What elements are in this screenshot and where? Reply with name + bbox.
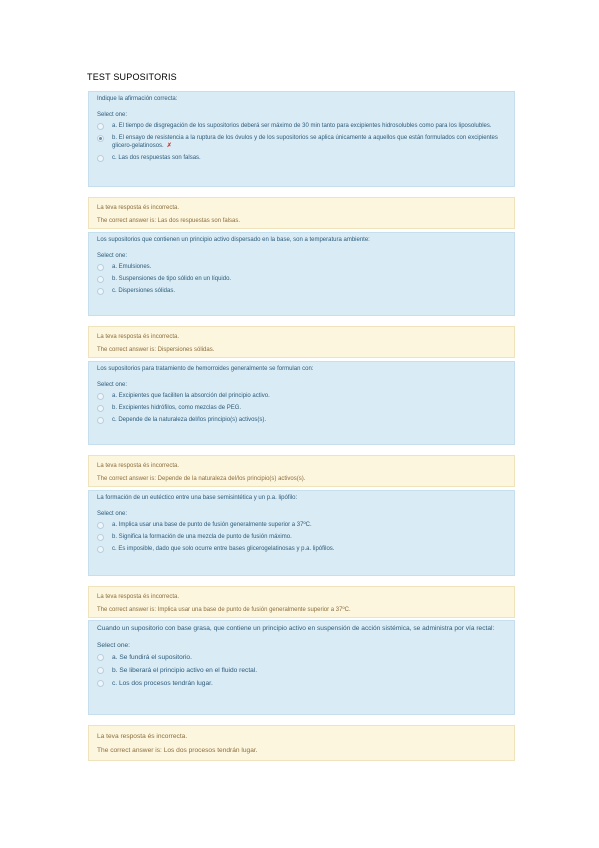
option-text: b. Se liberará el principio activo en el fluido rectal. — [112, 667, 258, 674]
answer-option-c[interactable] — [97, 545, 506, 553]
option-text: a. Emulsiones. — [112, 264, 152, 270]
option-text: c. Depende de la naturaleza del/los principio(s) activos(s). — [112, 417, 267, 423]
feedback-text: La teva resposta és incorrecta. — [97, 463, 180, 469]
question-4 — [88, 490, 515, 576]
option-text: a. Implica usar una base de punto de fusión generalmente superior a 37ºC. — [112, 522, 312, 528]
radio-button[interactable] — [97, 417, 104, 424]
feedback-box-4 — [88, 586, 515, 618]
select-one-label: Select one: — [97, 642, 130, 649]
radio-button[interactable] — [97, 276, 104, 283]
question-1 — [88, 91, 515, 187]
question-5 — [88, 620, 515, 715]
question-prompt: Los supositorios para tratamiento de hemorroides generalmente se formulan con: — [97, 366, 314, 372]
answer-option-b[interactable] — [97, 533, 506, 541]
answer-option-b[interactable] — [97, 404, 506, 412]
radio-button[interactable] — [97, 654, 104, 661]
feedback-box-2 — [88, 326, 515, 358]
radio-button[interactable] — [97, 264, 104, 271]
option-text: b. El ensayo de resistencia a la ruptura de los óvulos y de los supositorios se aplica únicamente a aquellos que están formulados con excipientes glicero-gelatinosos. — [112, 135, 498, 149]
question-prompt: Los supositorios que contienen un principio activo dispersado en la base, son a temperatura ambiente: — [97, 237, 370, 243]
radio-button[interactable] — [97, 288, 104, 295]
correct-answer-text: The correct answer is: Las dos respuestas son falsas. — [97, 218, 241, 224]
correct-answer-text: The correct answer is: Dispersiones sólidas. — [97, 347, 215, 353]
feedback-text: La teva resposta és incorrecta. — [97, 334, 180, 340]
incorrect-icon: ✗ — [166, 143, 172, 149]
radio-button[interactable] — [97, 155, 104, 162]
option-text: b. Suspensiones de tipo sólido en un líquido. — [112, 276, 232, 282]
answer-option-a[interactable] — [97, 122, 506, 130]
radio-button[interactable] — [97, 522, 104, 529]
answer-option-c[interactable] — [97, 287, 506, 295]
correct-answer-text: The correct answer is: Implica usar una base de punto de fusión generalmente superior a 37ºC. — [97, 607, 351, 613]
option-text: c. Los dos procesos tendrán lugar. — [112, 680, 213, 687]
option-text: a. Excipientes que faciliten la absorción del principio activo. — [112, 393, 270, 399]
feedback-text: La teva resposta és incorrecta. — [97, 205, 180, 211]
answer-option-b[interactable] — [97, 134, 506, 150]
select-one-label: Select one: — [97, 112, 128, 118]
radio-button[interactable] — [97, 680, 104, 687]
feedback-box-3 — [88, 455, 515, 487]
option-text: b. Excipientes hidrófilos, como mezclas de PEG. — [112, 405, 242, 411]
select-one-label: Select one: — [97, 511, 128, 517]
radio-button[interactable] — [97, 546, 104, 553]
answer-option-a[interactable] — [97, 521, 506, 529]
question-prompt: Indique la afirmación correcta: — [97, 96, 178, 102]
option-text: a. Se fundirá el supositorio. — [112, 654, 192, 661]
correct-answer-text: The correct answer is: Los dos procesos tendrán lugar. — [97, 747, 258, 754]
correct-answer-text: The correct answer is: Depende de la naturaleza del/los principio(s) activos(s). — [97, 476, 306, 482]
feedback-box-1 — [88, 197, 515, 229]
radio-button[interactable] — [97, 534, 104, 541]
page-title: TEST SUPOSITORIS — [87, 72, 177, 82]
option-text: b. Significa la formación de una mezcla de punto de fusión máximo. — [112, 534, 292, 540]
option-text: c. Es imposible, dado que solo ocurre entre bases glicerogelatinosas y p.a. lipófilos. — [112, 546, 335, 552]
radio-button-selected[interactable] — [97, 135, 104, 142]
answer-option-b[interactable] — [97, 275, 506, 283]
select-one-label: Select one: — [97, 253, 128, 259]
radio-button[interactable] — [97, 667, 104, 674]
select-one-label: Select one: — [97, 382, 128, 388]
option-text: c. Las dos respuestas son falsas. — [112, 155, 201, 161]
feedback-text: La teva resposta és incorrecta. — [97, 594, 180, 600]
answer-option-a[interactable] — [97, 392, 506, 400]
feedback-box-5 — [88, 725, 515, 761]
question-2 — [88, 232, 515, 316]
option-text: a. El tiempo de disgregación de los supositorios deberá ser máximo de 30 min tanto para excipientes hidrosolubles como para los liposolubles. — [112, 123, 492, 129]
answer-option-b[interactable] — [97, 666, 506, 675]
question-prompt: Cuando un supositorio con base grasa, que contiene un principio activo en suspensión de acción sistémica, se administra por vía rectal: — [97, 625, 495, 632]
radio-button[interactable] — [97, 405, 104, 412]
answer-option-a[interactable] — [97, 263, 506, 271]
question-prompt: La formación de un eutéctico entre una base semisintética y un p.a. lipófilo: — [97, 495, 298, 501]
question-3 — [88, 361, 515, 445]
feedback-text: La teva resposta és incorrecta. — [97, 733, 188, 740]
answer-option-c[interactable] — [97, 416, 506, 424]
option-text: c. Dispersiones sólidas. — [112, 288, 176, 294]
radio-button[interactable] — [97, 393, 104, 400]
answer-option-c[interactable] — [97, 679, 506, 688]
answer-option-a[interactable] — [97, 653, 506, 662]
answer-option-c[interactable] — [97, 154, 506, 162]
radio-button[interactable] — [97, 123, 104, 130]
